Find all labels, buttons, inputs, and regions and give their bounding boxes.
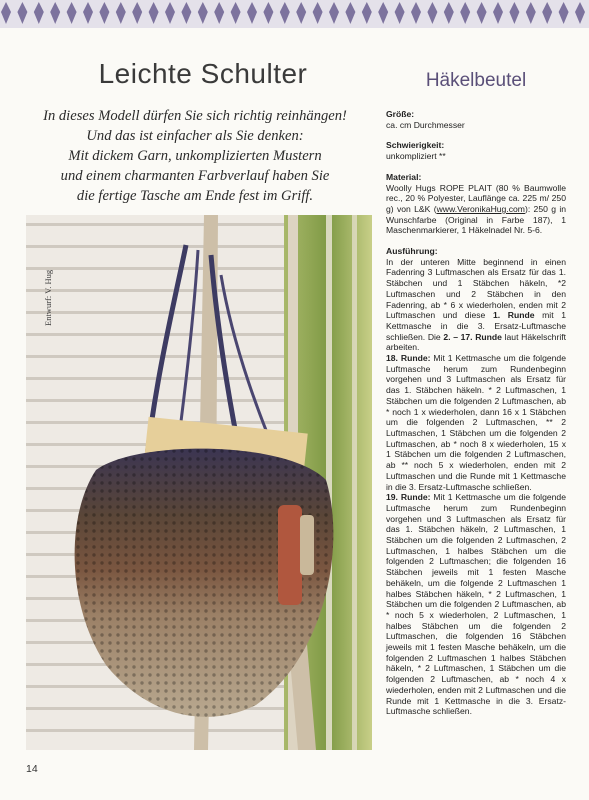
difficulty-block	[386, 140, 566, 161]
diamond-icon	[313, 2, 323, 24]
diamond-icon	[493, 2, 503, 24]
round-text: Mit 1 Kettmasche um die folgende Luftmasche herum zum Rundenbeginn vorgehen und 3 Luftmaschen als Ersatz für das 1. Stäbchen häkeln, 2 Luftmaschen, 1 Stäbchen um die folgenden 2 Luftmaschen, 2 Luftmaschen, 1 halbes Stäbchen um die folgenden 2 Luftmaschen; die folgenden 16 Stäbchen jeweils mit 1 festen Masche behäkeln, um die folgende 2 Luftmaschen 1 halbes Stäbchen häkeln, * 2 Luftmaschen, 1 Stäbchen um die folgenden 2 Luftmaschen, ab * noch 5 x wiederholen, 2 Luftmaschen, 1 halbes Stäbchen um die folgenden 2 Luftmaschen, die folgenden 16 Stäbchen jeweils mit 1 festen Masche behäkeln, um die folgenden 2 Luftmaschen 1 halbes Stäbchen häkeln, * 2 Luftmaschen, 1 Stäbchen um die folgenden 2 Luftmaschen, ab * noch 4 x wiederholen, enden mit 2 Luftmaschen und die Runde mit 1 Kettmasche in die 3. Ersatz-Luftmasche schließen.	[386, 492, 566, 717]
product-photo	[26, 215, 372, 750]
diamond-icon	[477, 2, 487, 24]
diamond-icon	[362, 2, 372, 24]
shutter-slat	[26, 223, 288, 226]
difficulty-label: Schwierigkeit:	[386, 140, 445, 151]
material-text	[386, 183, 566, 237]
instructions-block	[386, 246, 566, 717]
diamond-icon	[50, 2, 60, 24]
shutter-slat	[26, 245, 288, 248]
diamond-icon	[559, 2, 569, 24]
diamond-icon	[214, 2, 224, 24]
intro-line: In dieses Modell dürfen Sie sich richtig reinhängen!	[43, 108, 347, 124]
diamond-icon	[247, 2, 257, 24]
size-value: ca. cm Durchmesser	[386, 119, 465, 130]
photo-credit	[31, 240, 53, 330]
diamond-icon	[411, 2, 421, 24]
decorative-top-border	[0, 0, 589, 28]
round-label: 1. Runde	[492, 310, 535, 321]
diamond-icon	[263, 2, 273, 24]
shutter-slat	[26, 311, 288, 314]
material-text-part: Woolly Hugs ROPE PLAIT (80 % Baumwolle rec., 20 % Polyester, Lauflänge ca. 225 m/ 250 g) von L&K (	[386, 182, 566, 214]
instructions-intro	[386, 257, 566, 353]
diamond-icon	[460, 2, 470, 24]
intro-line: Mit dickem Garn, unkomplizierten Mustern	[68, 148, 322, 164]
diamond-icon	[149, 2, 159, 24]
round-text: laut Häkelschrift arbeiten.	[386, 331, 567, 353]
difficulty-value: unkompliziert **	[386, 151, 446, 162]
photo-credit-text: Entwurf: V. Hug	[43, 269, 53, 326]
round-text: Mit 1 Kettmasche um die folgende Luftmasche herum zum Rundenbeginn vorgehen und 3 Luftmaschen als Ersatz für das 1. Stäbchen häkeln. * 2 Luftmaschen, 1 Stäbchen um die folgenden 2 Luftmaschen, ab * noch 1 x wiederholen, dann 16 x 1 Stäbchen um die folgenden 2 Luftmaschen, ** 2 Luftmaschen, 1 Stäbchen um die folgenden 2 Luftmaschen, ab * noch 8 x wiederholen, 15 x 1 Stäbchen um die folgenden 2 Luftmaschen, ab ** noch 5 x wiederholen, enden mit 2 Luftmaschen und die Runde mit 1 Kettmasche in die 3. Ersatz-Luftmasche schließen.	[386, 353, 566, 492]
diamond-icon	[17, 2, 27, 24]
material-block	[386, 172, 566, 236]
shutter-slat	[26, 355, 288, 358]
diamond-icon	[526, 2, 536, 24]
intro-line: Und das ist einfacher als Sie denken:	[86, 128, 304, 144]
round-label: 19. Runde:	[386, 492, 431, 503]
round-18	[386, 353, 566, 492]
diamond-pattern-icon	[0, 0, 589, 28]
diamond-icon	[198, 2, 208, 24]
diamond-icon	[165, 2, 175, 24]
diamond-icon	[509, 2, 519, 24]
instructions-panel	[386, 109, 566, 727]
diamond-icon	[116, 2, 126, 24]
diamond-icon	[542, 2, 552, 24]
shutter-slat	[26, 289, 288, 292]
material-label: Material:	[386, 171, 422, 182]
intro-line: die fertige Tasche am Ende fest im Griff.	[76, 188, 314, 204]
round-text: mit 1 Kettmasche in die 3. Ersatz-Luftmasche schließen. Die	[386, 310, 566, 342]
round-label: 2. – 17. Runde	[443, 331, 502, 342]
page-title: Leichte Schulter	[98, 58, 308, 89]
size-label: Größe:	[386, 109, 415, 119]
intro-line: und einem charmanten Farbverlauf haben Sie	[60, 168, 330, 184]
round-19	[386, 492, 566, 717]
shutter-slat	[26, 267, 288, 270]
diamond-icon	[444, 2, 454, 24]
diamond-icon	[1, 2, 11, 24]
diamond-icon	[67, 2, 77, 24]
diamond-icon	[132, 2, 142, 24]
diamond-icon	[280, 2, 290, 24]
diamond-icon	[575, 2, 585, 24]
round-label: 18. Runde:	[386, 353, 431, 364]
size-block	[386, 109, 566, 130]
diamond-icon	[329, 2, 339, 24]
diamond-icon	[378, 2, 388, 24]
instructions-label: Ausführung:	[386, 246, 438, 257]
diamond-icon	[395, 2, 405, 24]
diamond-icon	[181, 2, 191, 24]
diamond-icon	[345, 2, 355, 24]
material-text-part: ): 250 g in Wunschfarbe (Original in Farbe 187), 1 Maschenmarkierer, 1 Häkelnadel Nr. 5-6.	[386, 203, 567, 236]
page-number: 14	[26, 763, 38, 775]
instructions-intro-text: In der unteren Mitte beginnend in einen Fadenring 3 Luftmaschen als Ersatz für das 1. Stäbchen und 1 Stäbchen häkeln, *2 Luftmaschen und 2 Stäbchen in den Fadenring, ab * 6 x wiederholen, enden mit 2 Luftmaschen und diese	[386, 256, 566, 321]
diamond-icon	[427, 2, 437, 24]
diamond-icon	[34, 2, 44, 24]
diamond-icon	[99, 2, 109, 24]
crochet-bag-illustration	[26, 215, 372, 750]
diamond-icon	[231, 2, 241, 24]
intro-text	[26, 106, 364, 206]
website-link[interactable]: www.VeronikaHug.com	[436, 203, 525, 214]
diamond-icon	[83, 2, 93, 24]
diamond-icon	[296, 2, 306, 24]
section-title: Häkelbeutel	[425, 70, 527, 91]
shutter-slat	[26, 333, 288, 336]
shutter-slat	[26, 729, 288, 732]
